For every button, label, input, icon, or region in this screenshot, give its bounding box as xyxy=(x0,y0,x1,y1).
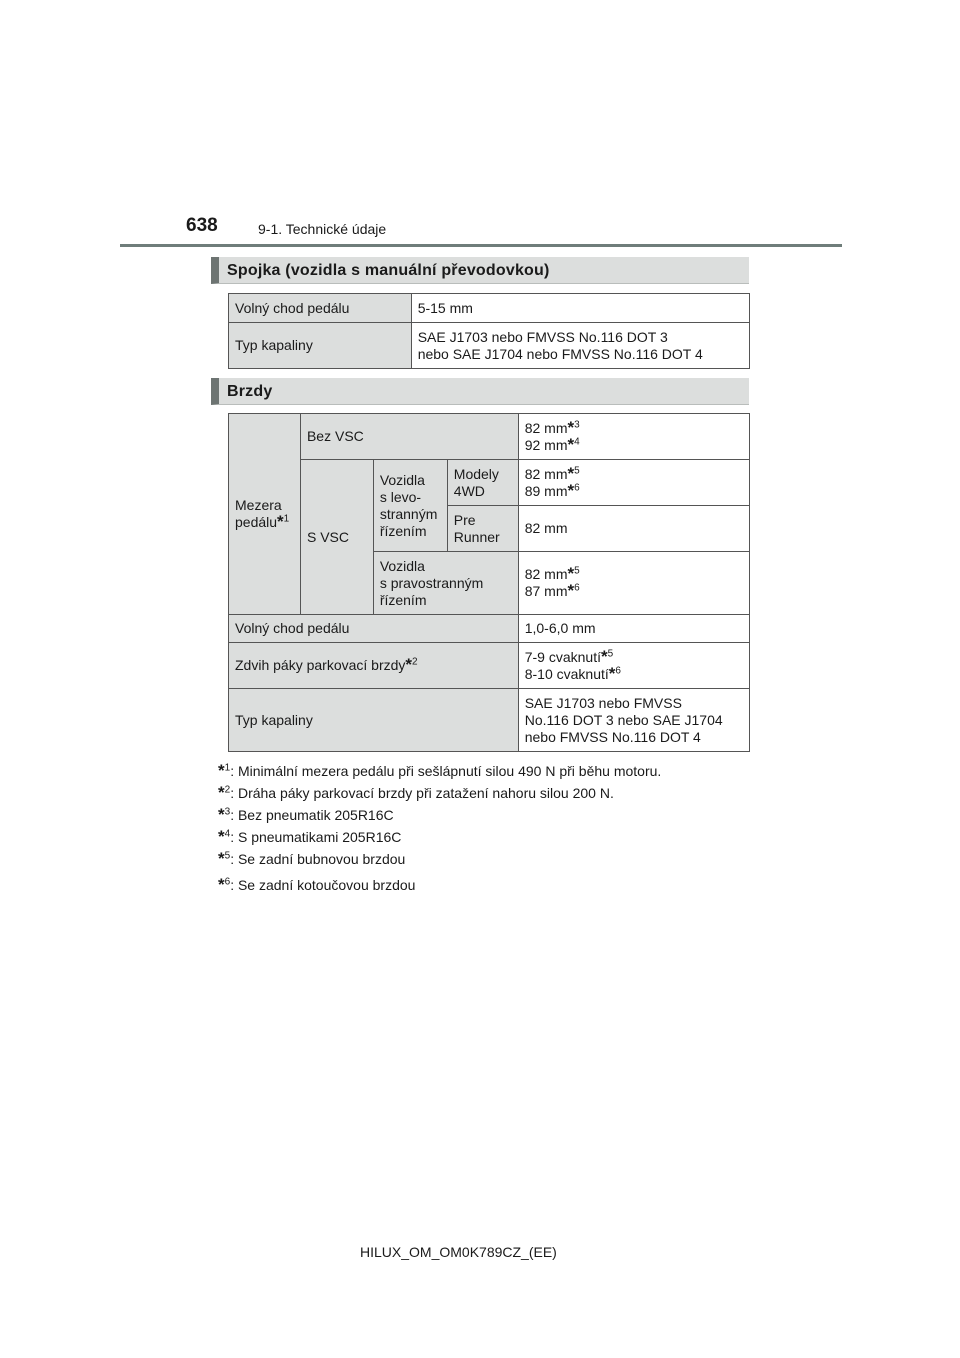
footnote: *$^2$: Dráha páky parkovací brzdy při zatažení nahoru silou 200 N. xyxy=(218,783,614,802)
header-divider xyxy=(120,244,842,247)
pedal-reserve-line: pedálu*$^1$ xyxy=(235,512,290,531)
clutch-fluid-line: SAE J1703 nebo FMVSS No.116 DOT 3 xyxy=(417,328,668,345)
footnote: *$^1$: Minimální mezera pedálu při sešlápnutí silou 490 N při běhu motoru. xyxy=(218,761,662,780)
clutch-free-play-value: 5-15 mm xyxy=(411,294,749,323)
table-row xyxy=(229,643,750,689)
footnotes xyxy=(218,760,661,896)
models-4wd-value xyxy=(518,460,749,506)
rhd-label: Vozidla s pravostranným řízením xyxy=(373,552,518,615)
table-row xyxy=(229,294,750,323)
parking-lever-label: Zdvih páky parkovací brzdy*$^2$ xyxy=(229,643,519,689)
value-line: 89 mm*$^6$ xyxy=(524,480,580,500)
with-vsc-label: S VSC xyxy=(300,460,373,615)
table-row xyxy=(229,689,750,752)
prerunner-value: 82 mm xyxy=(518,506,749,552)
pedal-reserve-label xyxy=(229,414,301,615)
without-vsc-label: Bez VSC xyxy=(300,414,518,460)
table-row xyxy=(229,460,750,506)
footnote: *$^5$: Se zadní bubnovou brzdou xyxy=(218,849,406,868)
brake-fluid-value: SAE J1703 nebo FMVSS No.116 DOT 3 nebo SAE J1704 nebo FMVSS No.116 DOT 4 xyxy=(518,689,749,752)
section-title: 9-1. Technické údaje xyxy=(258,221,387,237)
parking-lever-value xyxy=(518,643,749,689)
brake-free-play-value: 1,0-6,0 mm xyxy=(518,615,749,643)
clutch-fluid-line: nebo SAE J1704 nebo FMVSS No.116 DOT 4 xyxy=(417,345,703,362)
document-code: HILUX_OM_OM0K789CZ_(EE) xyxy=(360,1244,557,1260)
value-line: 87 mm*$^6$ xyxy=(524,581,580,600)
clutch-fluid-label: Typ kapaliny xyxy=(229,323,412,369)
brake-free-play-label: Volný chod pedálu xyxy=(229,615,519,643)
footnote: *$^3$: Bez pneumatik 205R16C xyxy=(218,805,394,824)
lhd-label: Vozidla s levo- stranným řízením xyxy=(373,460,447,552)
table-row xyxy=(229,323,750,369)
value-line: 92 mm*$^4$ xyxy=(524,434,580,454)
clutch-fluid-value xyxy=(411,323,749,369)
footnote: *$^6$: Se zadní kotoučovou brzdou xyxy=(218,875,416,894)
table-row xyxy=(229,414,750,460)
value-line: 7-9 cvaknutí*$^5$ xyxy=(524,646,614,666)
brakes-heading: Brzdy xyxy=(211,378,749,405)
page-number: 638 xyxy=(186,215,218,236)
footnote: *$^4$: S pneumatikami 205R16C xyxy=(218,827,402,846)
clutch-heading: Spojka (vozidla s manuální převodovkou) xyxy=(211,257,749,284)
value-line: 82 mm*$^5$ xyxy=(524,463,580,483)
without-vsc-value xyxy=(518,414,749,460)
prerunner-label: Pre Runner xyxy=(447,506,518,552)
value-line: 82 mm*$^3$ xyxy=(524,417,580,437)
clutch-table xyxy=(228,293,750,369)
rhd-value xyxy=(518,552,749,615)
pedal-reserve-line: Mezera xyxy=(235,497,282,513)
value-line: 8-10 cvaknutí*$^6$ xyxy=(524,663,621,683)
table-row xyxy=(229,615,750,643)
brakes-table xyxy=(228,413,750,752)
models-4wd-label: Modely 4WD xyxy=(447,460,518,506)
clutch-free-play-label: Volný chod pedálu xyxy=(229,294,412,323)
value-line: 82 mm*$^5$ xyxy=(524,564,580,583)
brake-fluid-label: Typ kapaliny xyxy=(229,689,519,752)
